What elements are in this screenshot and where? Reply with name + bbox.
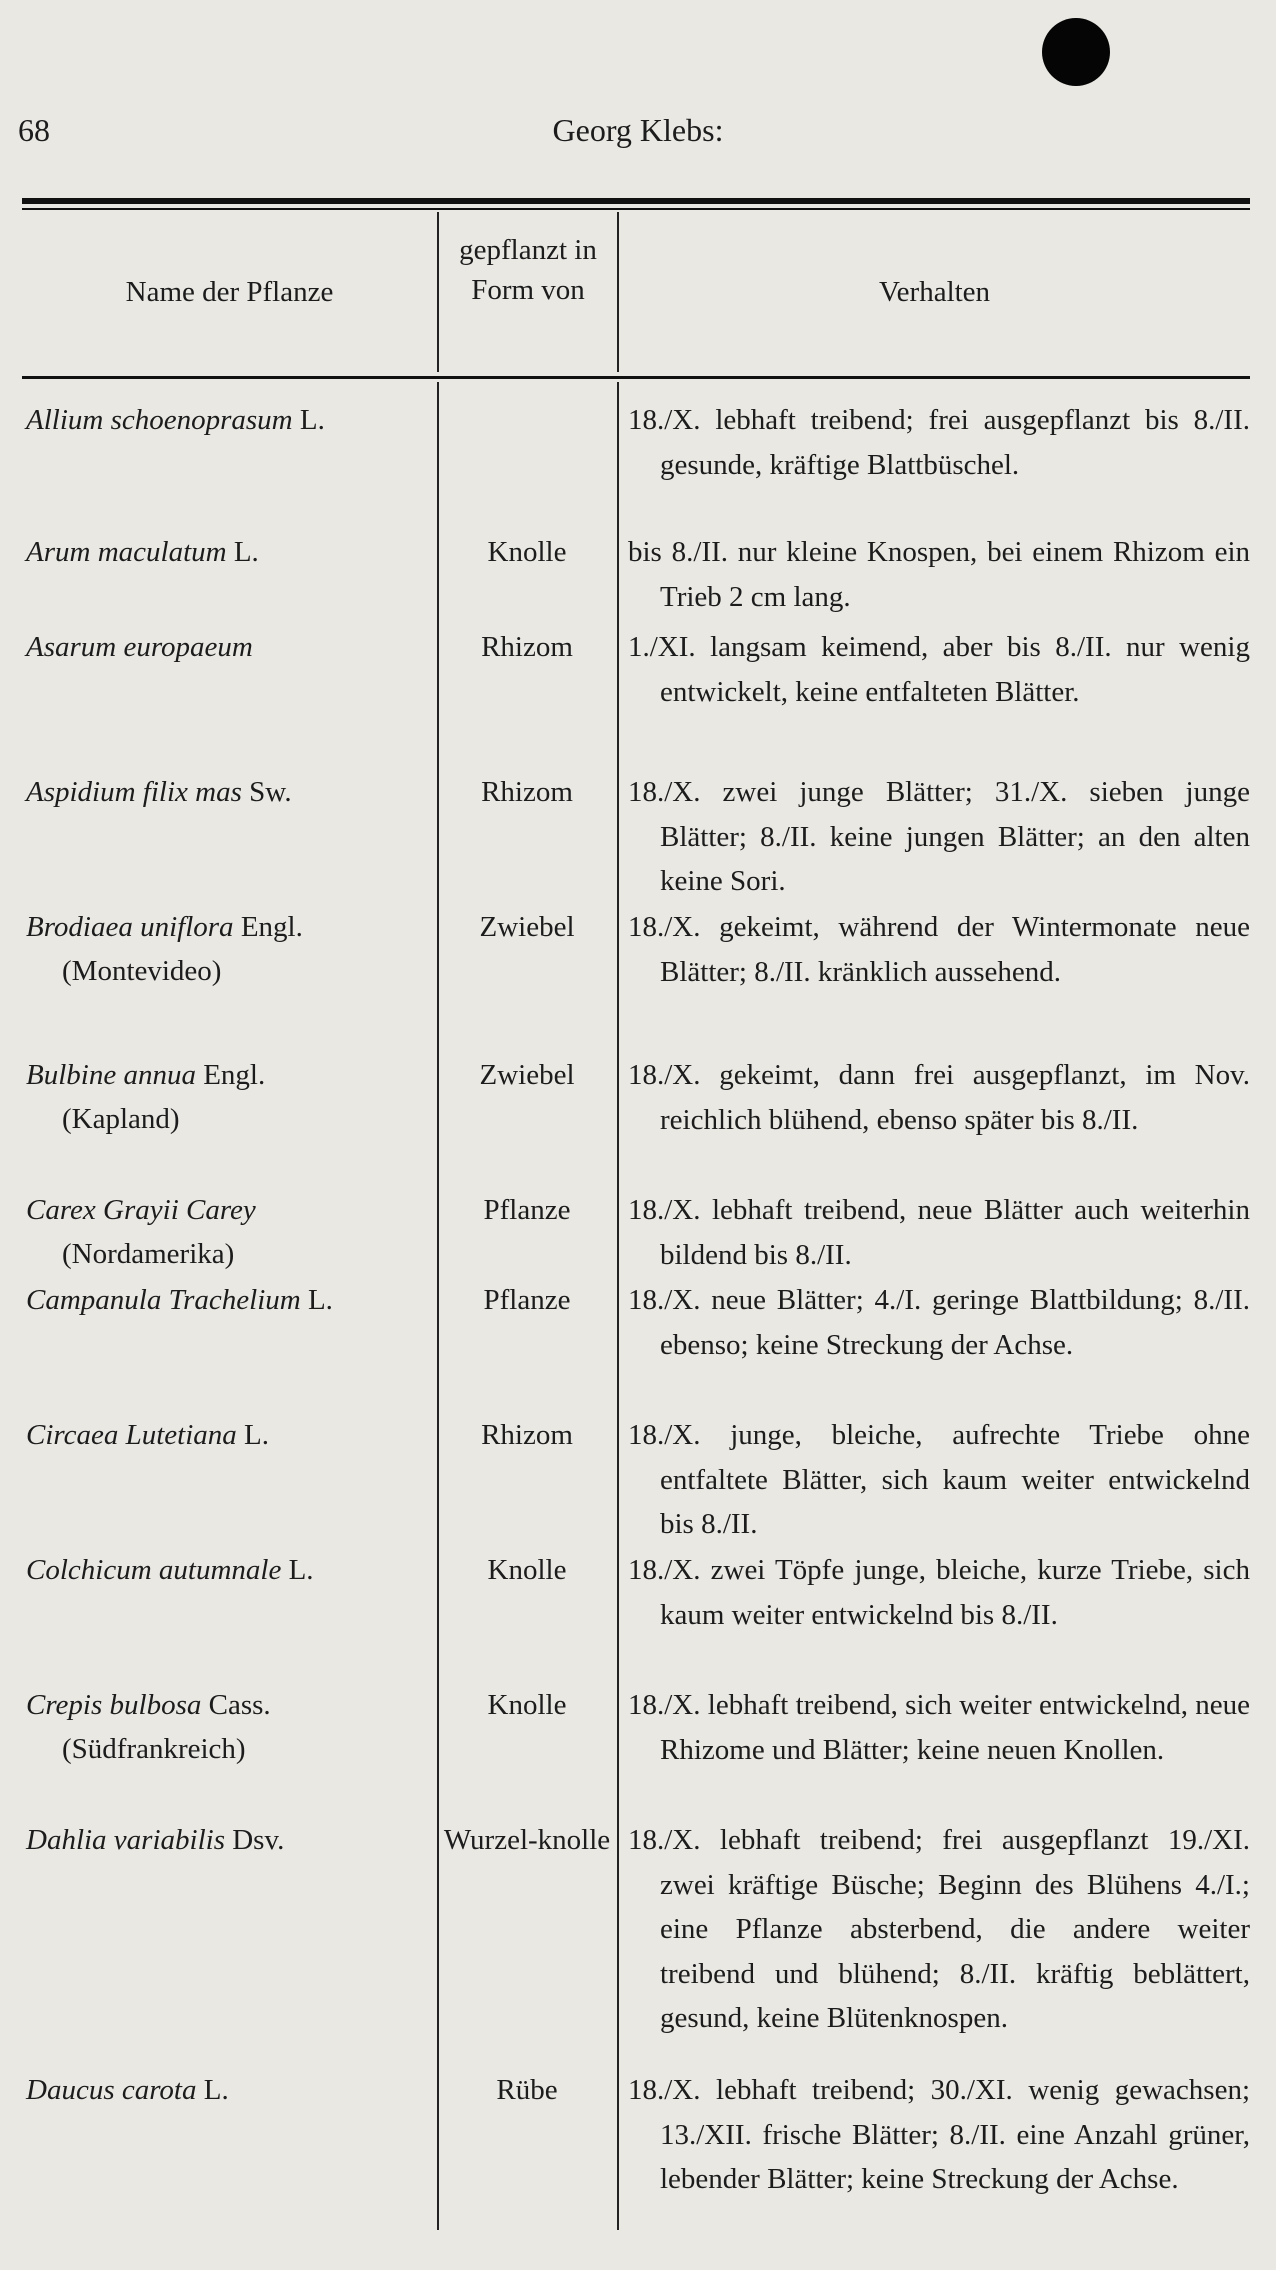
- behaviour-cell: [628, 398, 1250, 487]
- top-rule-thin: [22, 208, 1250, 210]
- plant-name-cell: [22, 1548, 437, 1592]
- species-name: Dahlia variabilis: [26, 1824, 225, 1856]
- species-name: Bulbine annua: [26, 1059, 196, 1091]
- behaviour-cell: [628, 530, 1250, 619]
- origin: (Montevideo): [62, 955, 222, 987]
- behaviour-text: 18./X. lebhaft treibend, sich weiter entwickelnd, neue Rhizome und Blätter; keine neuen Knollen.: [628, 1689, 1250, 1766]
- plant-name-cell: [22, 905, 437, 993]
- species-name: Circaea Lutetiana: [26, 1419, 237, 1451]
- species-name: Colchicum autumnale: [26, 1554, 282, 1586]
- origin: (Nordamerika): [62, 1238, 235, 1270]
- table-row: [22, 1413, 1250, 1548]
- behaviour-cell: [628, 905, 1250, 994]
- form-cell: Knolle: [487, 1689, 567, 1721]
- behaviour-text: 18./X. gekeimt, während der Wintermonate neue Blätter; 8./II. kränklich aussehend.: [628, 911, 1250, 988]
- behaviour-text: 18./X. lebhaft treibend; frei ausgepflanzt bis 8./II. gesunde, kräftige Blattbüschel.: [628, 404, 1250, 481]
- behaviour-cell: [628, 2068, 1250, 2202]
- table-row: [22, 1278, 1250, 1413]
- behaviour-text: 1./XI. langsam keimend, aber bis 8./II. nur wenig entwickelt, keine entfalteten Blätter.: [628, 631, 1250, 708]
- plant-name-cell: [22, 1413, 437, 1457]
- behaviour-text: 18./X. gekeimt, dann frei ausgepflanzt, im Nov. reichlich blühend, ebenso später bis 8./II.: [628, 1059, 1250, 1136]
- species-name: Asarum europaeum: [26, 631, 253, 663]
- table-body: [22, 398, 1250, 2248]
- behaviour-text: 18./X. lebhaft treibend; 30./XI. wenig gewachsen; 13./XII. frische Blätter; 8./II. eine Anzahl grüner, lebender Blätter; keine Streckung der Achse.: [628, 2074, 1250, 2195]
- plant-name-cell: [22, 398, 437, 442]
- plant-name-cell: [22, 530, 437, 574]
- table-row: [22, 1053, 1250, 1188]
- punch-hole: [1042, 18, 1110, 86]
- page-number: 68: [18, 112, 50, 148]
- author-abbrev: L.: [244, 1419, 269, 1451]
- table-row: [22, 530, 1250, 625]
- species-name: Arum maculatum: [26, 536, 227, 568]
- behaviour-text: 18./X. neue Blätter; 4./I. geringe Blattbildung; 8./II. ebenso; keine Streckung der Achse.: [628, 1284, 1250, 1361]
- species-name: Carex Grayii Carey: [26, 1194, 256, 1226]
- species-name: Allium schoenoprasum: [26, 404, 293, 436]
- form-cell: Zwiebel: [479, 1059, 575, 1091]
- table-row: [22, 905, 1250, 1053]
- species-name: Crepis bulbosa: [26, 1689, 202, 1721]
- behaviour-cell: [628, 1683, 1250, 1772]
- header-bottom-rule: [22, 376, 1250, 379]
- plant-name-cell: [22, 1683, 437, 1771]
- column-header-name: Name der Pflanze: [125, 276, 334, 308]
- behaviour-cell: [628, 1548, 1250, 1637]
- plant-name-cell: [22, 1818, 437, 1862]
- behaviour-text: 18./X. zwei junge Blätter; 31./X. sieben junge Blätter; 8./II. keine jungen Blätter; an den alten keine Sori.: [628, 776, 1250, 897]
- origin: (Kapland): [62, 1103, 180, 1135]
- table-row: [22, 1683, 1250, 1818]
- plant-name-cell: [22, 625, 437, 669]
- form-cell: Rhizom: [481, 631, 573, 663]
- species-name: Campanula Trachelium: [26, 1284, 301, 1316]
- species-name: Daucus carota: [26, 2074, 197, 2106]
- behaviour-text: 18./X. junge, bleiche, aufrechte Triebe ohne entfaltete Blätter, sich kaum weiter entwickelnd bis 8./II.: [628, 1419, 1250, 1540]
- table-row: [22, 625, 1250, 770]
- behaviour-cell: [628, 1818, 1250, 2041]
- form-cell: Knolle: [487, 1554, 567, 1586]
- species-name: Aspidium filix mas: [26, 776, 242, 808]
- plant-name-cell: [22, 2068, 437, 2112]
- form-cell: Rhizom: [481, 1419, 573, 1451]
- author-abbrev: L.: [299, 404, 325, 436]
- table-row: [22, 1818, 1250, 2068]
- form-cell: Rübe: [496, 2074, 558, 2106]
- column-header-behaviour: Verhalten: [878, 276, 991, 308]
- table-row: [22, 1548, 1250, 1683]
- behaviour-text: 18./X. zwei Töpfe junge, bleiche, kurze Triebe, sich kaum weiter entwickelnd bis 8./II.: [628, 1554, 1250, 1631]
- origin: (Südfrankreich): [62, 1733, 246, 1765]
- behaviour-cell: [628, 1053, 1250, 1142]
- behaviour-text: 18./X. lebhaft treibend, neue Blätter auch weiterhin bildend bis 8./II.: [628, 1194, 1250, 1271]
- running-head: Georg Klebs:: [552, 112, 724, 148]
- author-abbrev: Sw.: [249, 776, 292, 808]
- form-cell: Knolle: [487, 536, 567, 568]
- plant-name-cell: [22, 1278, 437, 1322]
- behaviour-cell: [628, 770, 1250, 904]
- behaviour-text: 18./X. lebhaft treibend; frei ausgepflanzt 19./XI. zwei kräftige Büsche; Beginn des Blühens 4./I.; eine Pflanze absterbend, die andere weiter treibend und blühend; 8./II. kräftig beblättert, gesund, keine Blütenknospen.: [628, 1824, 1250, 2034]
- plant-name-cell: [22, 770, 437, 814]
- form-cell: Rhizom: [481, 776, 573, 808]
- author-abbrev: L.: [233, 536, 259, 568]
- behaviour-cell: [628, 625, 1250, 714]
- form-cell: Wurzel-knolle: [443, 1824, 611, 1856]
- behaviour-cell: [628, 1188, 1250, 1277]
- author-abbrev: Engl.: [240, 911, 303, 943]
- behaviour-cell: [628, 1413, 1250, 1547]
- behaviour-cell: [628, 1278, 1250, 1367]
- author-abbrev: L.: [288, 1554, 314, 1586]
- form-cell: Zwiebel: [479, 911, 575, 943]
- table-row: [22, 770, 1250, 905]
- author-abbrev: Cass.: [208, 1689, 271, 1721]
- column-header-form: gepflanzt in Form von: [459, 234, 597, 306]
- author-abbrev: Dsv.: [232, 1824, 285, 1856]
- author-abbrev: L.: [307, 1284, 333, 1316]
- author-abbrev: L.: [203, 2074, 229, 2106]
- plant-name-cell: [22, 1053, 437, 1141]
- table-row: [22, 1188, 1250, 1278]
- table-row: [22, 398, 1250, 530]
- form-cell: Pflanze: [483, 1284, 571, 1316]
- behaviour-text: bis 8./II. nur kleine Knospen, bei einem Rhizom ein Trieb 2 cm lang.: [628, 536, 1250, 613]
- top-rule-thick: [22, 198, 1250, 204]
- table-row: [22, 2068, 1250, 2248]
- species-name: Brodiaea uniflora: [26, 911, 234, 943]
- author-abbrev: Engl.: [203, 1059, 266, 1091]
- plant-name-cell: [22, 1188, 437, 1276]
- form-cell: Pflanze: [483, 1194, 571, 1226]
